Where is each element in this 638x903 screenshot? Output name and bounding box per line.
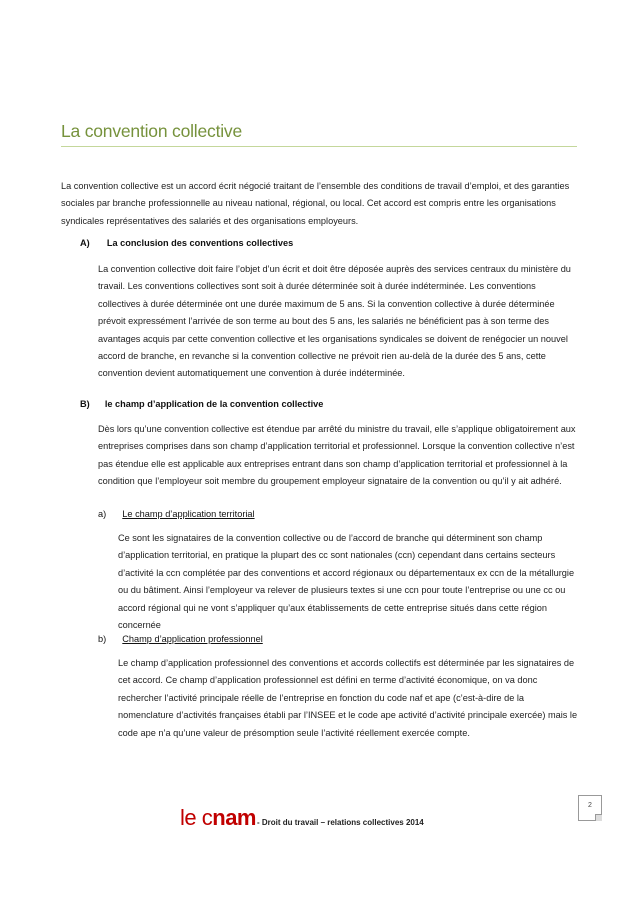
- section-a-heading: [80, 235, 293, 252]
- page-number: 2: [588, 802, 592, 809]
- section-b-heading: [80, 396, 323, 413]
- subsection-a-title: Le champ d’application territorial: [122, 509, 255, 519]
- title-underline: [61, 146, 577, 147]
- footer-text: - Droit du travail – relations collectives 2014: [257, 818, 424, 827]
- subsection-b-body: Le champ d’application professionnel des conventions et accords collectifs est déterminée par les signataires de cet accord. Ce champ d’application professionnel est défini en terme d’activité économique, on va donc rechercher l’activité principale réelle de l’entreprise en fonction du code naf et ape (c’est-à-dire de la nomenclature d’activités françaises établi par l’INSEE et le code ape activité d’activité principale exercée) mais le code ape n’a qu’une valeur de présomption seule l’activité réellement exercée compte.: [118, 658, 578, 738]
- footer: [180, 805, 424, 831]
- subsection-a-body: Ce sont les signataires de la convention collective ou de l’accord de branche qui déterminent son champ d’application territorial, en pratique la plupart des cc sont nationales (ccn) cependant dans certains secteurs d’activité la ccn complétée par des conventions et accord régionaux ou départementaux ex ccn de la métallurgie ou du bâtiment. Ainsi l’employeur va relever de plusieurs textes si une ccn pour toute l’entreprise ou une cc ou accord régional qui ne vont s’appliquer qu’aux établissements de cette entreprise situés dans cette région concernée: [118, 533, 575, 631]
- section-a-body: La convention collective doit faire l’objet d’un écrit et doit être déposée auprès des services centraux du ministère du travail. Les conventions collectives sont soit à durée déterminée soit à durée indéterminée. Les conventions collectives à durée déterminée ont une durée maximum de 5 ans. Si la convention collective à durée déterminée prévoit expressément l’arrivée de son terme au bout des 5 ans, les salariés ne bénéficient pas à son terme des avantages acquis par cette convention collective et les organisations syndicales se doivent de renégocier un nouvel accord de branche, en revanche si la convention collective ne prévoit rien au-delà de la durée des 5 ans, cette convention devient automatiquement une convention à durée indéterminée.: [98, 264, 571, 379]
- subsection-b-title: Champ d’application professionnel: [122, 634, 263, 644]
- subsection-a-heading: [98, 506, 255, 523]
- intro-paragraph: La convention collective est un accord écrit négocié traitant de l’ensemble des conditions de travail d’emploi, et des garanties sociales par branche professionnelle au niveau national, régional, ou local. Cet accord est compris entre les organisations syndicales représentatives des salariés et des organisations employeurs.: [61, 181, 570, 226]
- page-number-box: [578, 795, 602, 821]
- section-a-title: La conclusion des conventions collectives: [106, 238, 294, 248]
- section-b-marker: B): [80, 399, 90, 409]
- subsection-b-heading: [98, 631, 263, 648]
- section-b-title: le champ d’application de la convention collective: [104, 399, 324, 409]
- subsection-a-marker: a): [98, 509, 107, 519]
- subsection-b-marker: b): [98, 634, 107, 644]
- page-title: La convention collective: [61, 121, 243, 141]
- section-b-body: Dès lors qu’une convention collective est étendue par arrêté du ministre du travail, elle s’applique obligatoirement aux entreprises comprises dans son champ d’application territorial et professionnel. Lorsque la convention collective n’est pas étendue elle est applicable aux entreprises entrant dans son champ d’application territorial et professionnel à la condition que l’employeur soit membre du groupement employeur signataire de la convention ou qu’il y ait adhéré.: [98, 424, 576, 487]
- section-a-marker: A): [80, 238, 90, 248]
- cnam-logo: le cnam: [180, 805, 256, 830]
